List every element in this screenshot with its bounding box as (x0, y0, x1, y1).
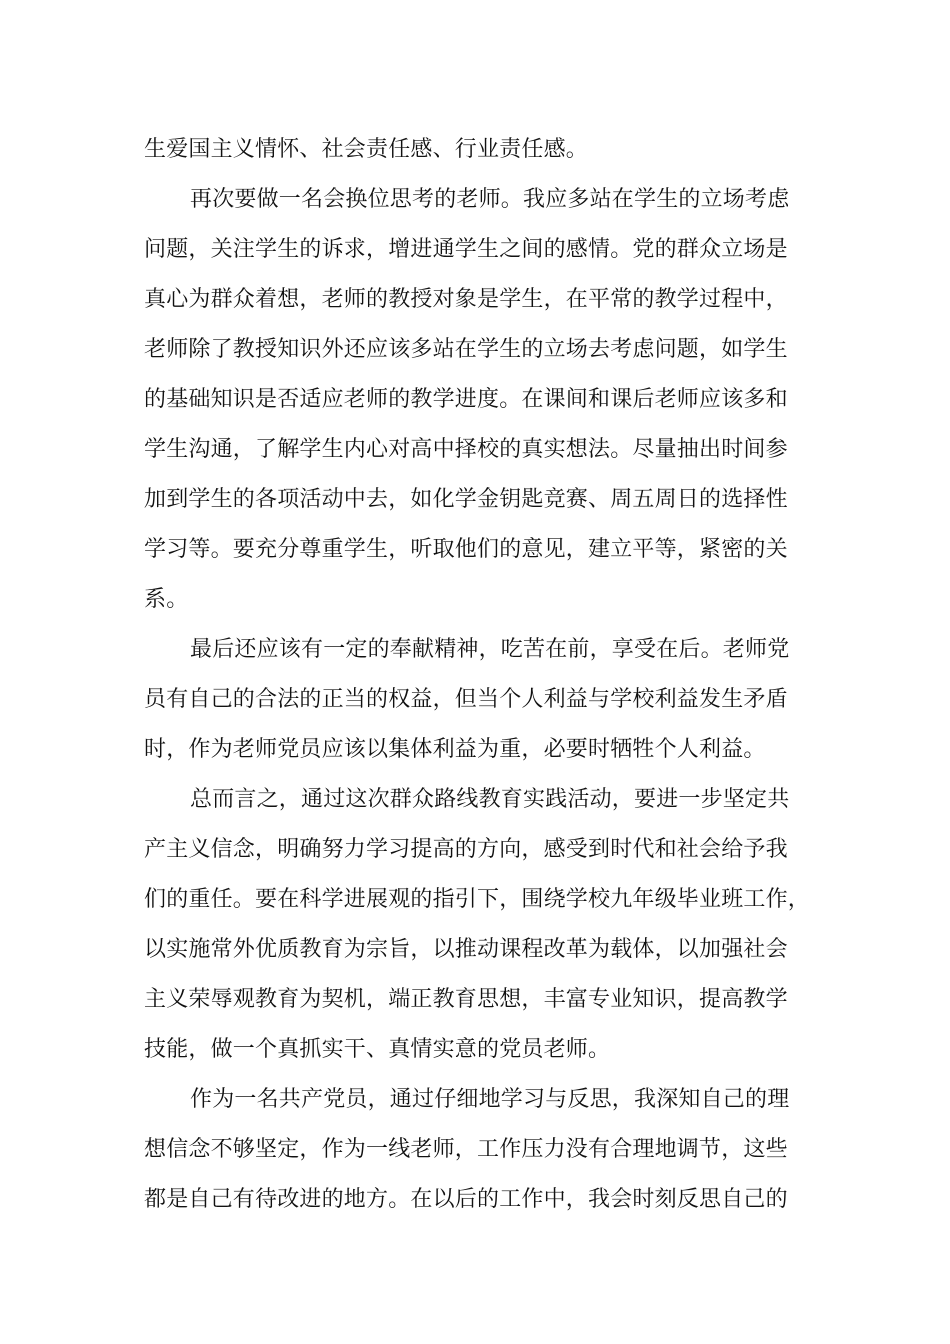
text-line: 以实施常外优质教育为宗旨，以推动课程改革为载体，以加强社会 (144, 937, 788, 962)
text-line: 问题，关注学生的诉求，增进通学生之间的感情。党的群众立场是 (144, 237, 788, 262)
text-line: 生爱国主义情怀、社会责任感、行业责任感。 (144, 137, 589, 162)
text-line: 学习等。要充分尊重学生，听取他们的意见，建立平等，紧密的关 (144, 537, 788, 562)
text-line: 想信念不够坚定，作为一线老师，工作压力没有合理地调节，这些 (144, 1137, 788, 1162)
text-line: 员有自己的合法的正当的权益，但当个人利益与学校利益发生矛盾 (144, 687, 788, 712)
text-line: 时，作为老师党员应该以集体利益为重，必要时牺牲个人利益。 (144, 737, 766, 762)
text-line: 们的重任。要在科学进展观的指引下，围绕学校九年级毕业班工作， (144, 887, 811, 912)
text-line: 的基础知识是否适应老师的教学进度。在课间和课后老师应该多和 (144, 387, 788, 412)
text-line: 老师除了教授知识外还应该多站在学生的立场去考虑问题，如学生 (144, 337, 788, 362)
text-line: 产主义信念，明确努力学习提高的方向，感受到时代和社会给予我 (144, 837, 788, 862)
text-line: 学生沟通，了解学生内心对高中择校的真实想法。尽量抽出时间参 (144, 437, 788, 462)
paragraph-first-line: 最后还应该有一定的奉献精神，吃苦在前，享受在后。老师党 (190, 637, 790, 662)
paragraph-first-line: 作为一名共产党员，通过仔细地学习与反思，我深知自己的理 (190, 1087, 790, 1112)
paragraph-first-line: 再次要做一名会换位思考的老师。我应多站在学生的立场考虑 (190, 187, 790, 212)
text-line: 都是自己有待改进的地方。在以后的工作中，我会时刻反思自己的 (144, 1187, 788, 1212)
text-line: 主义荣辱观教育为契机，端正教育思想，丰富专业知识，提高教学 (144, 987, 788, 1012)
text-line: 系。 (144, 587, 189, 612)
text-line: 加到学生的各项活动中去，如化学金钥匙竞赛、周五周日的选择性 (144, 487, 788, 512)
text-line: 技能，做一个真抓实干、真情实意的党员老师。 (144, 1037, 611, 1062)
text-line: 真心为群众着想，老师的教授对象是学生，在平常的教学过程中， (144, 287, 788, 312)
paragraph-first-line: 总而言之，通过这次群众路线教育实践活动，要进一步坚定共 (190, 787, 790, 812)
